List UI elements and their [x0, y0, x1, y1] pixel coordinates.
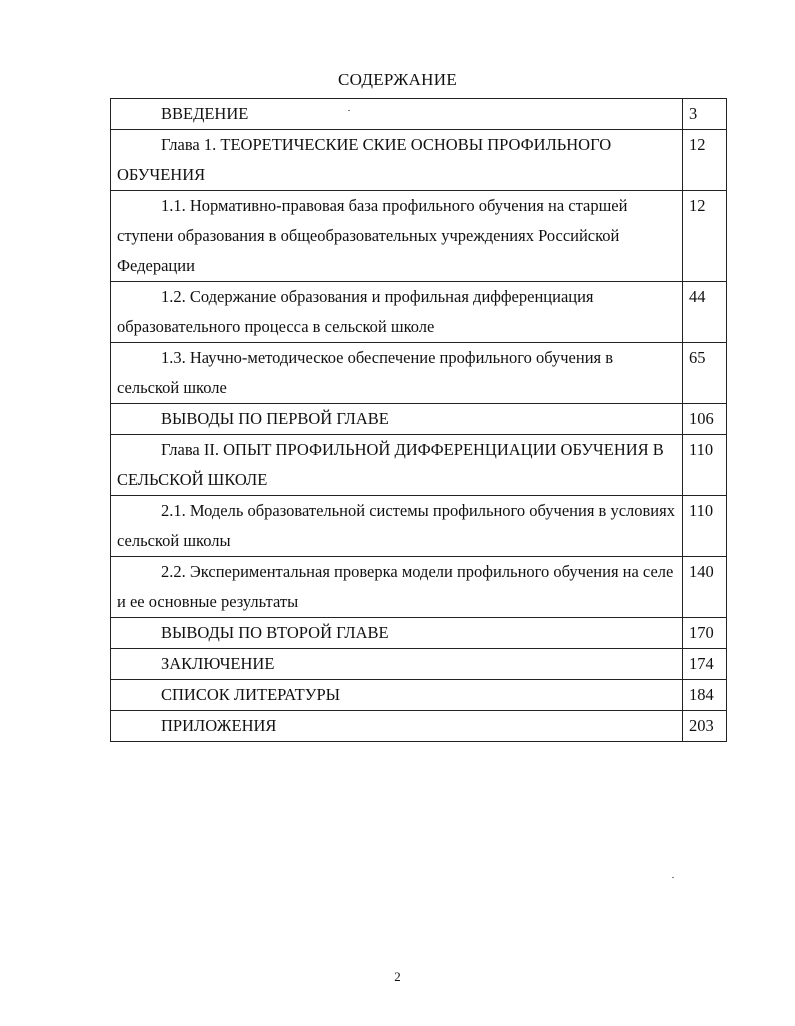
toc-entry-page: 110 [683, 435, 727, 496]
toc-entry-page: 3 [683, 99, 727, 130]
toc-row [111, 130, 727, 191]
toc-entry-title: СПИСОК ЛИТЕРАТУРЫ [111, 680, 683, 711]
toc-row [111, 649, 727, 680]
toc-entry-title: Глава II. ОПЫТ ПРОФИЛЬНОЙ ДИФФЕРЕНЦИАЦИИ ОБУЧЕНИЯ В СЕЛЬСКОЙ ШКОЛЕ [111, 435, 683, 496]
toc-entry-page: 65 [683, 343, 727, 404]
toc-entry-title: ВЫВОДЫ ПО ВТОРОЙ ГЛАВЕ [111, 618, 683, 649]
toc-row [111, 496, 727, 557]
toc-entry-page: 170 [683, 618, 727, 649]
toc-entry-title: 2.2. Экспериментальная проверка модели профильного обучения на селе и ее основные результаты [111, 557, 683, 618]
toc-entry-title: Глава 1. ТЕОРЕТИЧЕСКИЕ СКИЕ ОСНОВЫ ПРОФИЛЬНОГО ОБУЧЕНИЯ [111, 130, 683, 191]
toc-entry-title: 1.2. Содержание образования и профильная дифференциация образовательного процесса в сельской школе [111, 282, 683, 343]
scan-speck [672, 877, 674, 878]
toc-row [111, 282, 727, 343]
toc-entry-page: 203 [683, 711, 727, 742]
toc-row [111, 191, 727, 282]
toc-row [111, 404, 727, 435]
toc-row [111, 711, 727, 742]
toc-entry-title: 2.1. Модель образовательной системы профильного обучения в условиях сельской школы [111, 496, 683, 557]
page-number: 2 [394, 969, 401, 984]
contents-table [110, 98, 727, 742]
toc-row [111, 618, 727, 649]
toc-row [111, 99, 727, 130]
page-title: СОДЕРЖАНИЕ [337, 70, 458, 89]
toc-entry-title: ЗАКЛЮЧЕНИЕ [111, 649, 683, 680]
toc-entry-title: 1.3. Научно-методическое обеспечение профильного обучения в сельской школе [111, 343, 683, 404]
toc-entry-page: 184 [683, 680, 727, 711]
toc-entry-page: 106 [683, 404, 727, 435]
toc-entry-title: ПРИЛОЖЕНИЯ [111, 711, 683, 742]
toc-row [111, 680, 727, 711]
toc-row [111, 343, 727, 404]
toc-row [111, 557, 727, 618]
toc-entry-title: ВВЕДЕНИЕ [111, 99, 683, 130]
toc-row [111, 435, 727, 496]
toc-entry-page: 12 [683, 191, 727, 282]
toc-entry-page: 174 [683, 649, 727, 680]
scan-speck [348, 110, 350, 111]
toc-entry-title: ВЫВОДЫ ПО ПЕРВОЙ ГЛАВЕ [111, 404, 683, 435]
toc-entry-page: 44 [683, 282, 727, 343]
toc-entry-page: 140 [683, 557, 727, 618]
toc-entry-page: 110 [683, 496, 727, 557]
toc-entry-page: 12 [683, 130, 727, 191]
toc-entry-title: 1.1. Нормативно-правовая база профильного обучения на старшей ступени образования в общеобразовательных учреждениях Российской Федерации [111, 191, 683, 282]
